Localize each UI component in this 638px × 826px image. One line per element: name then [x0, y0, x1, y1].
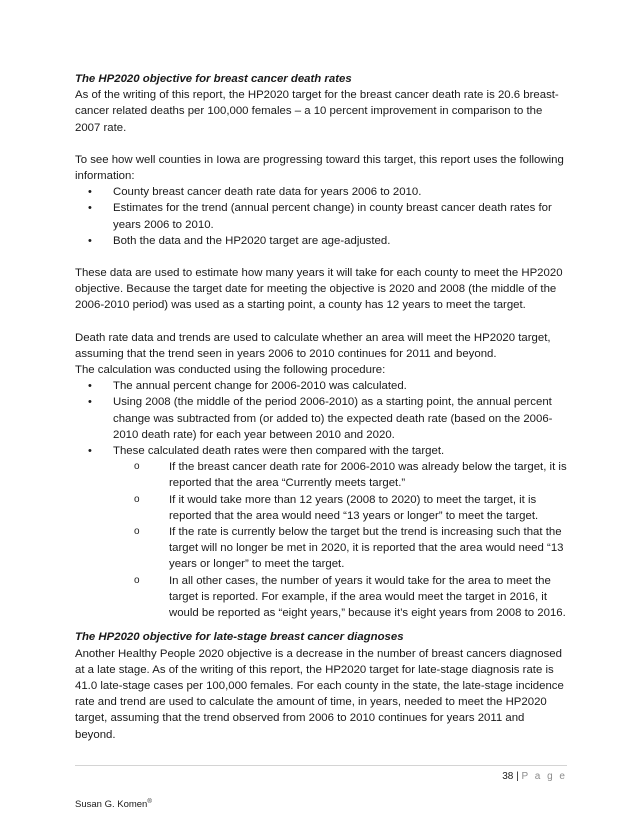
- bullet-icon: •: [88, 380, 92, 393]
- list-item: • County breast cancer death rate data for years 2006 to 2010.: [75, 184, 567, 200]
- paragraph: Death rate data and trends are used to calculate whether an area will meet the HP2020 target, assuming that the trend seen in years 2006 to 2010 continues for 2011 and beyond.: [75, 331, 551, 360]
- paragraph: To see how well counties in Iowa are progressing toward this target, this report uses the following information:: [75, 153, 564, 183]
- paragraph: As of the writing of this report, the HP2020 target for the breast cancer death rate is 20.6 breast-cancer related deaths per 100,000 females – a 10 percent improvement in comparison to the 2007 rate.: [75, 89, 559, 134]
- circle-bullet-icon: o: [134, 493, 140, 505]
- page-number: 38 | P a g e: [502, 771, 567, 782]
- bullet-icon: •: [88, 186, 92, 199]
- sub-list-item: o In all other cases, the number of years it would take for the area to meet the target is reported. For example, if the area would meet the target in 2016, it would be reported as “eight years,” because it’s eight years from 2008 to 2016.: [134, 574, 566, 620]
- bullet-icon: •: [88, 396, 92, 409]
- circle-bullet-icon: o: [134, 526, 140, 538]
- bullet-icon: •: [88, 234, 92, 247]
- footer-divider: [75, 765, 567, 766]
- list-item: • Estimates for the trend (annual percent change) in county breast cancer death rates for years 2006 to 2010.: [88, 202, 552, 231]
- paragraph: The calculation was conducted using the following procedure:: [75, 364, 386, 377]
- list-item: • These calculated death rates were then compared with the target. o If the breast cancer death rate for 2006-2010 was already below the target, it is reported that the area “Currently meets target.” o If it would take more than 12 years (2008 to 2020) to meet the target, it is reported that the area would need “13 years or longer” to meet the target. o If the rate is currently below the target but the trend is increasing such that the target will no longer be met in 2020, it is reported that the area would need “13 years or longer” to meet the target. o In all other cases, the number of years it would take for the area to meet the target is reported. For example, if the area would meet the target in 2016, it would be reported as “eight years,” because it’s eight years from 2008 to 2016.: [75, 443, 567, 621]
- paragraph: These data are used to estimate how many years it will take for each county to meet the HP2020 objective. Because the target date for meeting the objective is 2020 and 2008 (the middle of the 2006-2010 period) was used as a starting point, a county has 12 years to meet the target.: [75, 267, 563, 312]
- bullet-icon: •: [88, 202, 92, 215]
- list-item: • The annual percent change for 2006-2010 was calculated.: [75, 378, 567, 394]
- procedure-bullet-list: [75, 378, 567, 621]
- section-heading-late-stage: The HP2020 objective for late-stage breast cancer diagnoses: [75, 631, 404, 644]
- page-content: [75, 71, 567, 743]
- section-heading-death-rates: The HP2020 objective for breast cancer death rates: [75, 73, 352, 85]
- sub-list-item: o If the breast cancer death rate for 2006-2010 was already below the target, it is reported that the area “Currently meets target.”: [134, 461, 567, 490]
- sub-bullet-list: [113, 459, 567, 621]
- sub-list-item: o If the rate is currently below the target but the trend is increasing such that the target will no longer be met in 2020, it is reported that the area would need “13 years or longer” to meet the target.: [134, 526, 564, 571]
- info-bullet-list: [75, 184, 567, 249]
- list-item: • Both the data and the HP2020 target are age-adjusted.: [75, 233, 567, 249]
- paragraph: Another Healthy People 2020 objective is a decrease in the number of breast cancers diagnosed at a late stage. As of the writing of this report, the HP2020 target for late-stage diagnosis rate is 41.0 late-stage cases per 100,000 females. For each county in the state, the late-stage incidence rate and trend are used to calculate the amount of time, in years, needed to meet the HP2020 target, assuming that the trend observed from 2006 to 2010 continues for years 2011 and beyond.: [75, 647, 564, 741]
- sub-list-item: o If it would take more than 12 years (2008 to 2020) to meet the target, it is reported that the area would need “13 years or longer” to meet the target.: [134, 493, 539, 522]
- circle-bullet-icon: o: [134, 574, 140, 586]
- list-item: • Using 2008 (the middle of the period 2006-2010) as a starting point, the annual percent change was subtracted from (or added to) the expected death rate (based on the 2006-2010 death rate) for each year between 2010 and 2020.: [88, 396, 553, 441]
- bullet-icon: •: [88, 445, 92, 458]
- circle-bullet-icon: o: [134, 461, 140, 473]
- organization-name: Susan G. Komen®: [75, 799, 152, 811]
